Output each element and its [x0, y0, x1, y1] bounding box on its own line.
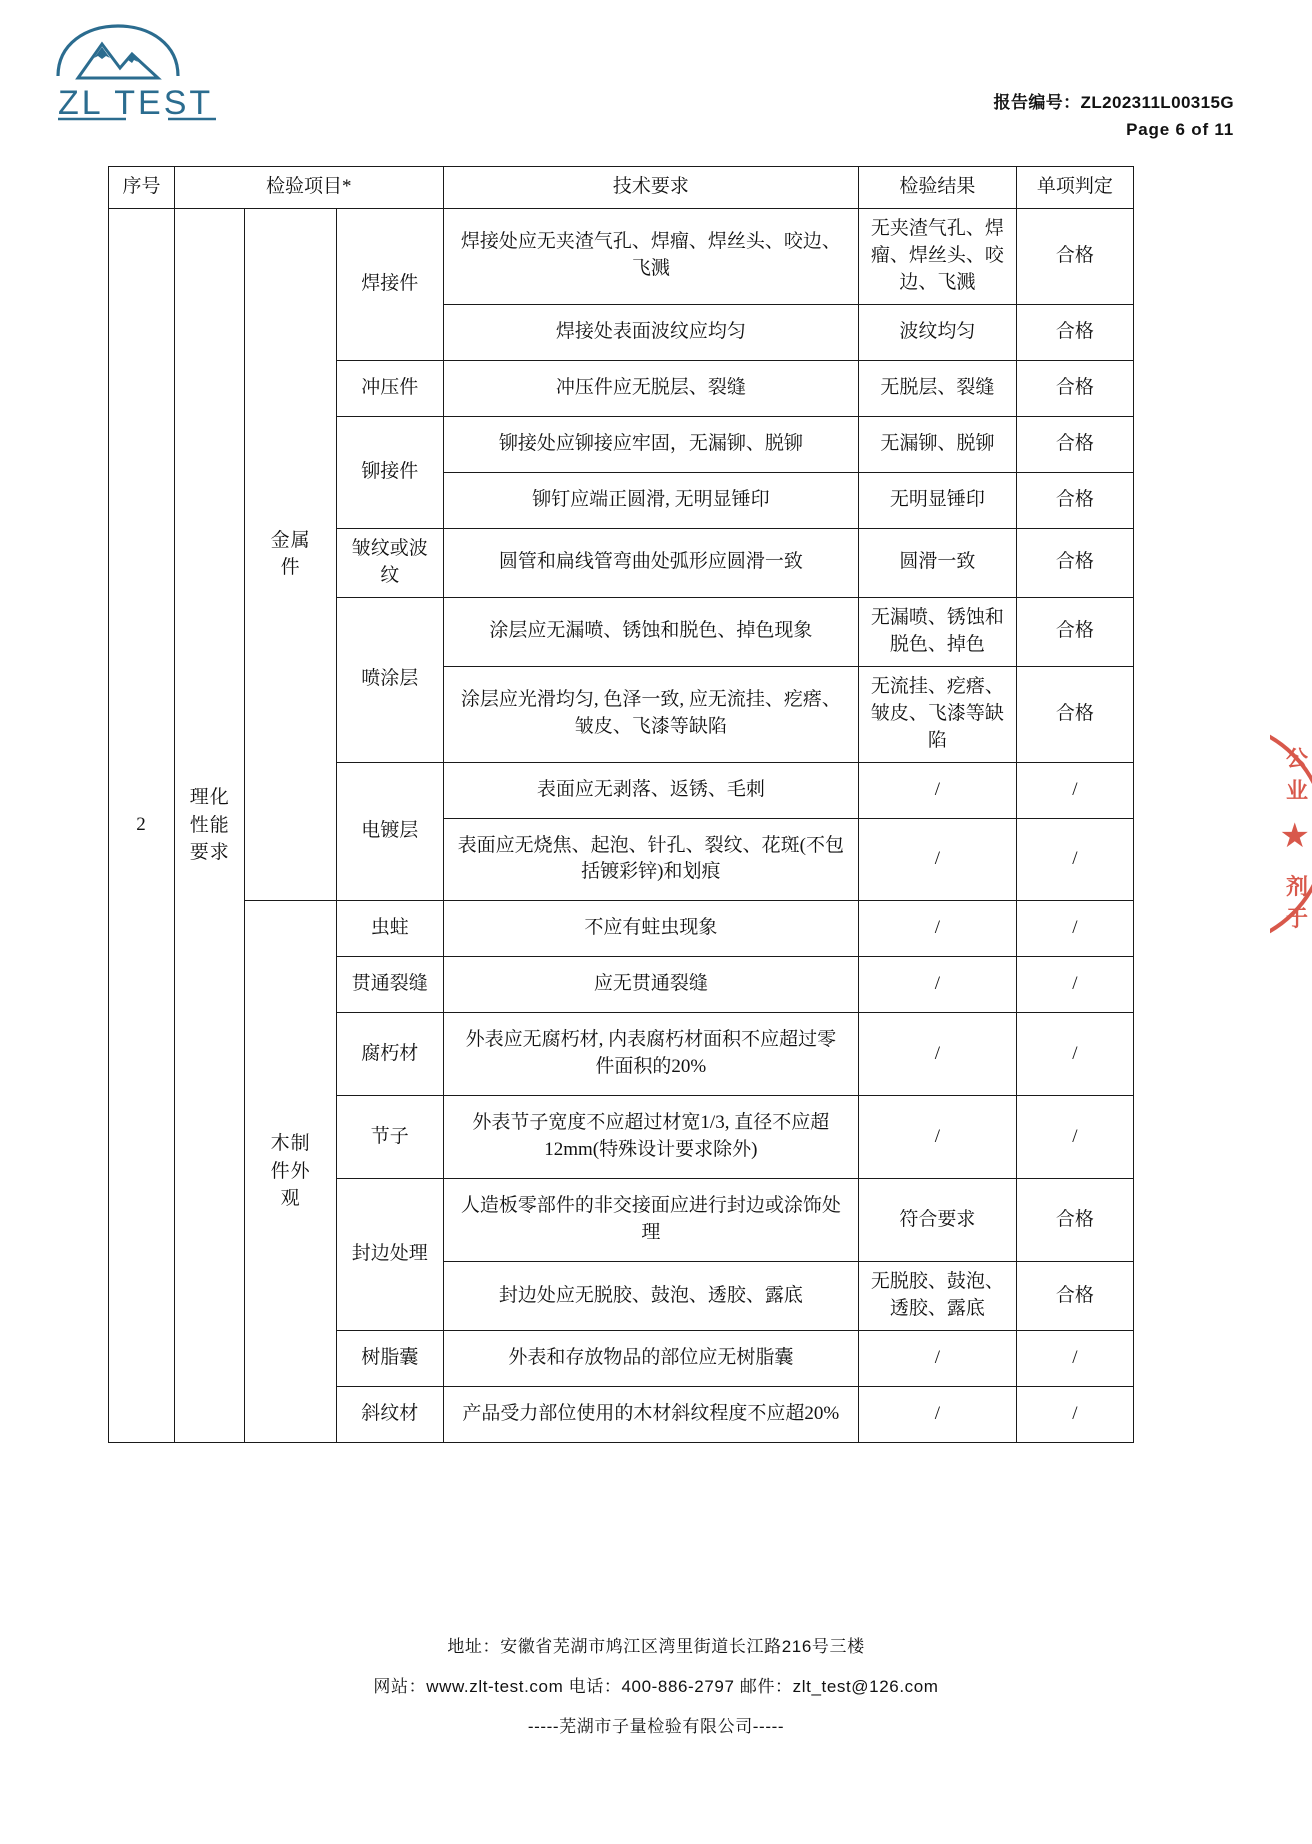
cell-judgement: / [1016, 1331, 1133, 1387]
cell-judgement: / [1016, 818, 1133, 901]
cell-judgement: / [1016, 1387, 1133, 1443]
cell-requirement: 焊接处应无夹渣气孔、焊瘤、焊丝头、咬边、飞溅 [443, 208, 859, 304]
cell-sub-resin: 树脂囊 [336, 1331, 443, 1387]
cell-result: 圆滑一致 [859, 528, 1017, 597]
cell-judgement: / [1016, 762, 1133, 818]
cell-group-metal-text: 金属件 [270, 529, 311, 579]
cell-requirement: 铆钉应端正圆滑, 无明显锤印 [443, 472, 859, 528]
cell-requirement: 人造板零部件的非交接面应进行封边或涂饰处理 [443, 1179, 859, 1262]
cell-result: 无漏喷、锈蚀和脱色、掉色 [859, 597, 1017, 666]
header-requirement: 技术要求 [443, 167, 859, 209]
cell-requirement: 涂层应无漏喷、锈蚀和脱色、掉色现象 [443, 597, 859, 666]
page-footer [0, 1632, 1312, 1752]
cell-judgement: / [1016, 1096, 1133, 1179]
cell-result: / [859, 762, 1017, 818]
cell-requirement: 冲压件应无脱层、裂缝 [443, 360, 859, 416]
cell-result: 无明显锤印 [859, 472, 1017, 528]
cell-group-metal [245, 208, 337, 900]
stamp-char-4: 于 [1285, 906, 1308, 931]
page-header [0, 0, 1312, 150]
cell-judgement: 合格 [1016, 416, 1133, 472]
header-judgement: 单项判定 [1016, 167, 1133, 209]
cell-judgement: 合格 [1016, 597, 1133, 666]
stamp-char-2: 业 [1285, 778, 1308, 803]
report-number: 报告编号：ZL202311L00315G [993, 93, 1234, 112]
cell-result: / [859, 1387, 1017, 1443]
cell-result: / [859, 901, 1017, 957]
cell-sub-weld: 焊接件 [336, 208, 443, 360]
cell-judgement: 合格 [1016, 1262, 1133, 1331]
inspection-table [108, 166, 1134, 1443]
cell-sub-wrinkle: 皱纹或波纹 [336, 528, 443, 597]
cell-sub-rivet: 铆接件 [336, 416, 443, 528]
cell-requirement: 外表和存放物品的部位应无树脂囊 [443, 1331, 859, 1387]
cell-requirement: 外表节子宽度不应超过材宽1/3, 直径不应超12mm(特殊设计要求除外) [443, 1096, 859, 1179]
cell-result: 符合要求 [859, 1179, 1017, 1262]
company-logo [40, 18, 260, 128]
cell-result: / [859, 1013, 1017, 1096]
cell-requirement: 涂层应光滑均匀, 色泽一致, 应无流挂、疙瘩、皱皮、飞漆等缺陷 [443, 666, 859, 762]
cell-judgement: 合格 [1016, 304, 1133, 360]
footer-contact: 网站：www.zlt-test.com 电话：400-886-2797 邮件：zlt_test@126.com [373, 1677, 939, 1696]
cell-judgement: / [1016, 901, 1133, 957]
cell-result: / [859, 957, 1017, 1013]
cell-requirement: 铆接处应铆接应牢固，无漏铆、脱铆 [443, 416, 859, 472]
cell-category-text: 理化性能要求 [189, 786, 230, 864]
cell-judgement: 合格 [1016, 208, 1133, 304]
cell-sub-grain: 斜纹材 [336, 1387, 443, 1443]
cell-result: / [859, 818, 1017, 901]
cell-sub-edgebanding: 封边处理 [336, 1179, 443, 1331]
red-seal-stamp [1270, 720, 1312, 950]
header-seq: 序号 [109, 167, 175, 209]
cell-requirement: 封边处应无脱胶、鼓泡、透胶、露底 [443, 1262, 859, 1331]
cell-result: 波纹均匀 [859, 304, 1017, 360]
cell-requirement: 产品受力部位使用的木材斜纹程度不应超20% [443, 1387, 859, 1443]
cell-seq: 2 [109, 208, 175, 1442]
cell-requirement: 表面应无剥落、返锈、毛刺 [443, 762, 859, 818]
cell-sub-plating: 电镀层 [336, 762, 443, 901]
cell-result: / [859, 1096, 1017, 1179]
cell-sub-crack: 贯通裂缝 [336, 957, 443, 1013]
table-row [109, 901, 1134, 957]
cell-judgement: 合格 [1016, 360, 1133, 416]
cell-sub-stamping: 冲压件 [336, 360, 443, 416]
cell-requirement: 圆管和扁线管弯曲处弧形应圆滑一致 [443, 528, 859, 597]
cell-requirement: 焊接处表面波纹应均匀 [443, 304, 859, 360]
cell-judgement: 合格 [1016, 666, 1133, 762]
cell-result: 无夹渣气孔、焊瘤、焊丝头、咬边、飞溅 [859, 208, 1017, 304]
table-header-row [109, 167, 1134, 209]
cell-result: / [859, 1331, 1017, 1387]
cell-category [175, 208, 245, 1442]
cell-group-wood-text: 木制件外观 [270, 1133, 311, 1210]
stamp-star-icon: ★ [1279, 818, 1310, 855]
stamp-char-1: 公 [1285, 746, 1308, 771]
cell-requirement: 不应有蛀虫现象 [443, 901, 859, 957]
cell-group-wood [245, 901, 337, 1443]
cell-judgement: 合格 [1016, 472, 1133, 528]
cell-judgement: 合格 [1016, 1179, 1133, 1262]
cell-sub-insect: 虫蛀 [336, 901, 443, 957]
inspection-table-wrapper [108, 166, 1134, 1443]
cell-result: 无脱胶、鼓泡、透胶、露底 [859, 1262, 1017, 1331]
cell-result: 无脱层、裂缝 [859, 360, 1017, 416]
header-result: 检验结果 [859, 167, 1017, 209]
footer-company: -----芜湖市子量检验有限公司----- [527, 1717, 785, 1736]
footer-address: 地址：安徽省芜湖市鸠江区湾里街道长江路216号三楼 [447, 1637, 865, 1656]
cell-requirement: 应无贯通裂缝 [443, 957, 859, 1013]
cell-sub-coating: 喷涂层 [336, 597, 443, 762]
cell-result: 无漏铆、脱铆 [859, 416, 1017, 472]
cell-judgement: / [1016, 957, 1133, 1013]
cell-requirement: 表面应无烧焦、起泡、针孔、裂纹、花斑(不包括镀彩锌)和划痕 [443, 818, 859, 901]
cell-judgement: / [1016, 1013, 1133, 1096]
stamp-char-3: 剂 [1285, 874, 1308, 899]
header-item: 检验项目* [175, 167, 444, 209]
cell-requirement: 外表应无腐朽材, 内表腐朽材面积不应超过零件面积的20% [443, 1013, 859, 1096]
page-number: Page 6 of 11 [1126, 120, 1234, 139]
table-row [109, 208, 1134, 304]
cell-sub-decay: 腐朽材 [336, 1013, 443, 1096]
cell-result: 无流挂、疙瘩、皱皮、飞漆等缺陷 [859, 666, 1017, 762]
cell-sub-knot: 节子 [336, 1096, 443, 1179]
cell-judgement: 合格 [1016, 528, 1133, 597]
svg-text:ZL TEST: ZL TEST [58, 84, 214, 122]
